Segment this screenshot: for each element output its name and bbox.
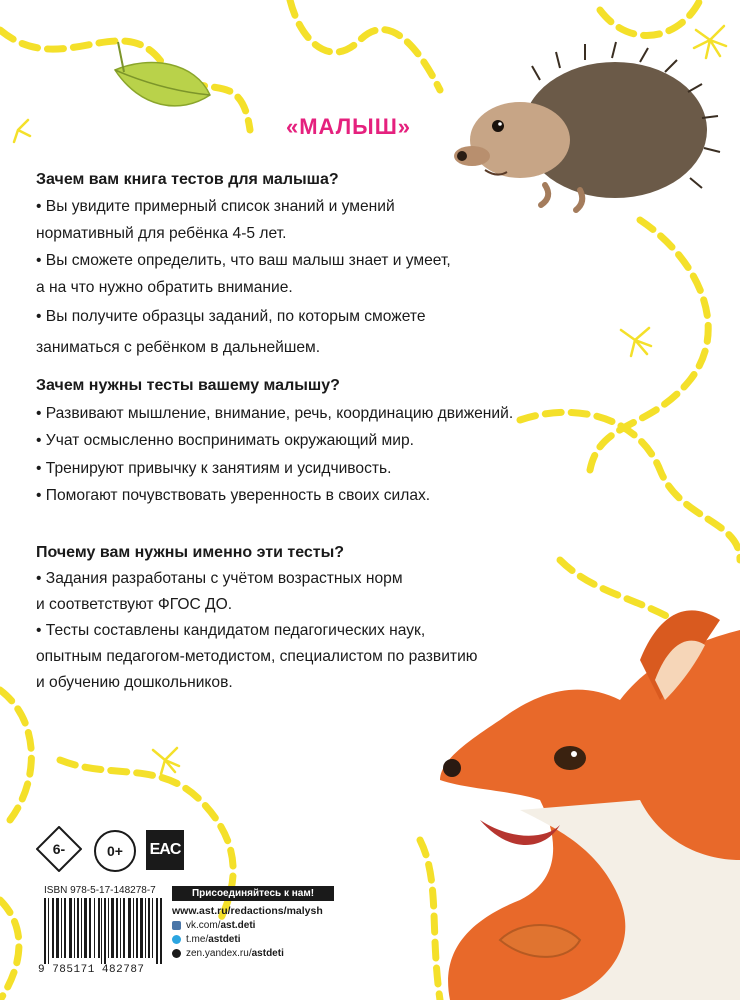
section-heading: Почему вам нужны именно эти тесты? bbox=[36, 544, 345, 561]
section-line: и соответствуют ФГОС ДО. bbox=[36, 596, 233, 613]
telegram-icon bbox=[172, 935, 181, 944]
section-line: опытным педагогом-методистом, специалистом по развитию bbox=[36, 648, 478, 665]
section-line: а на что нужно обратить внимание. bbox=[36, 279, 293, 296]
section-line: • Помогают почувствовать уверенность в своих силах. bbox=[36, 487, 431, 504]
section-line: • Задания разработаны с учётом возрастных норм bbox=[36, 570, 403, 587]
dashed-swirl bbox=[420, 840, 440, 1000]
leaf-illustration bbox=[115, 42, 210, 106]
telegram-link[interactable]: t.me/ astdeti bbox=[172, 934, 334, 945]
section-line: заниматься с ребёнком в дальнейшем. bbox=[36, 339, 321, 356]
section-heading: Зачем вам книга тестов для малыша? bbox=[36, 171, 339, 188]
barcode-digits: 9 785171 482787 bbox=[38, 964, 145, 976]
dashed-swirl bbox=[0, 690, 31, 820]
zen-icon bbox=[172, 949, 181, 958]
vk-icon bbox=[172, 921, 181, 930]
section-why-these-tests bbox=[36, 540, 606, 696]
eac-certification-mark: EAC bbox=[146, 830, 184, 870]
barcode-icon bbox=[44, 898, 162, 964]
section-heading: Зачем нужны тесты вашему малышу? bbox=[36, 377, 340, 394]
section-line: • Вы получите образцы заданий, по которым сможете bbox=[36, 308, 426, 325]
age-recommendation-label: 6- bbox=[52, 841, 66, 857]
dashed-swirl bbox=[600, 0, 700, 35]
age-recommendation-badge bbox=[36, 826, 82, 872]
dashed-swirl bbox=[0, 900, 19, 1000]
section-line: • Вы сможете определить, что ваш малыш знает и умеет, bbox=[36, 252, 451, 269]
section-line: • Учат осмысленно воспринимать окружающий мир. bbox=[36, 432, 414, 449]
section-line: и обучению дошкольников. bbox=[36, 674, 233, 691]
zen-link[interactable]: zen.yandex.ru/ astdeti bbox=[172, 948, 334, 959]
join-us-banner: Присоединяйтесь к нам! bbox=[172, 886, 334, 901]
dashed-swirl bbox=[290, 0, 440, 90]
social-links-block bbox=[172, 886, 334, 959]
age-rating-badge: 0+ bbox=[94, 830, 136, 872]
section-line: • Вы увидите примерный список знаний и умений bbox=[36, 198, 395, 215]
section-line: • Развивают мышление, внимание, речь, координацию движений. bbox=[36, 404, 514, 422]
website-link[interactable]: www.ast.ru/redactions/malysh bbox=[172, 905, 323, 917]
isbn-label: ISBN 978-5-17-148278-7 bbox=[44, 885, 156, 896]
section-line: нормативный для ребёнка 4-5 лет. bbox=[36, 225, 287, 242]
section-line: • Тесты составлены кандидатом педагогических наук, bbox=[36, 622, 426, 639]
section-line: • Тренируют привычку к занятиям и усидчивость. bbox=[36, 459, 392, 477]
vk-link[interactable]: vk.com/ ast.deti bbox=[172, 920, 334, 931]
publisher-logo: «МАЛЫШ» bbox=[286, 114, 412, 139]
section-why-tests bbox=[36, 372, 626, 510]
section-why-book bbox=[36, 166, 606, 361]
